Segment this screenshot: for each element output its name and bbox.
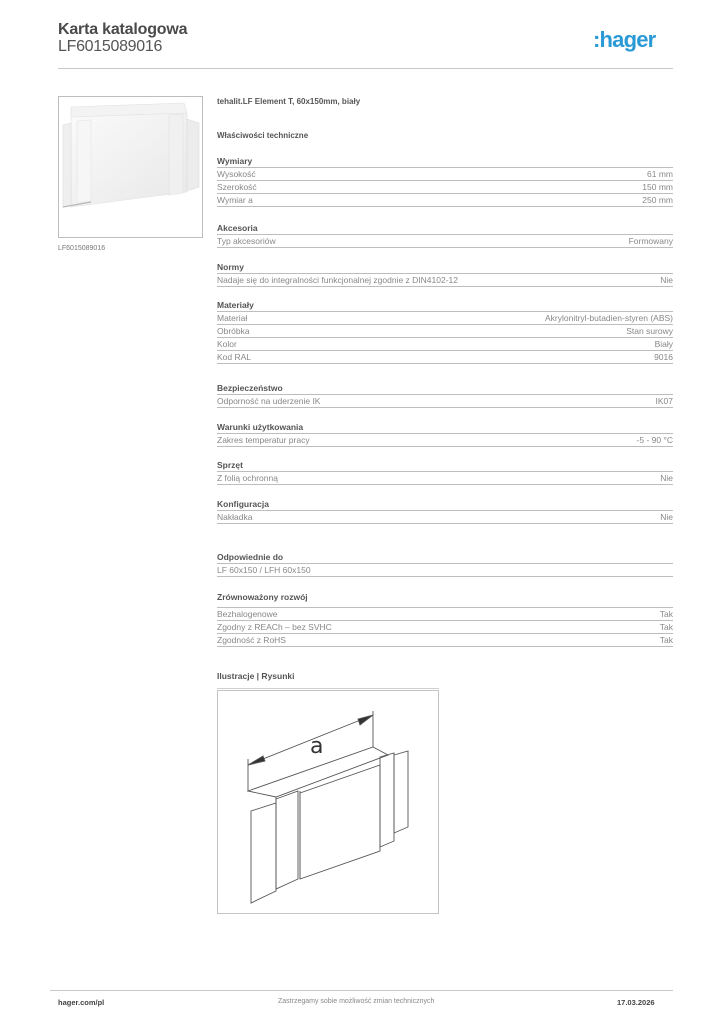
property-value: Tak	[659, 609, 673, 619]
property-label: LF 60x150 / LFH 60x150	[217, 565, 311, 575]
section-title: Normy	[217, 261, 673, 274]
section-title: Warunki użytkowania	[217, 421, 673, 434]
section-title: Wymiary	[217, 155, 673, 168]
dimension-label: a	[310, 734, 324, 759]
property-row	[217, 235, 673, 248]
section-title: Sprzęt	[217, 459, 673, 472]
section-accessories	[217, 222, 673, 248]
property-value: Stan surowy	[626, 326, 673, 336]
hager-logo: :hager	[593, 27, 656, 52]
property-label: Wysokość	[217, 169, 256, 179]
property-row	[217, 274, 673, 287]
property-value: Akrylonitryl-butadien-styren (ABS)	[544, 313, 673, 323]
property-label: Obróbka	[217, 326, 250, 336]
header-divider	[58, 68, 673, 69]
property-value: 61 mm	[647, 169, 673, 179]
property-row	[217, 511, 673, 524]
section-title: Materiały	[217, 299, 673, 312]
technical-properties-heading: Właściwości techniczne	[217, 131, 309, 140]
property-label: Odporność na uderzenie IK	[217, 396, 321, 406]
property-row	[217, 621, 673, 634]
document-date: 17.03.2026	[617, 998, 655, 1007]
section-usage-conditions	[217, 421, 673, 447]
property-value: Formowany	[628, 236, 673, 246]
section-title: Odpowiednie do	[217, 551, 673, 564]
product-name: tehalit.LF Element T, 60x150mm, biały	[217, 97, 361, 106]
property-row	[217, 181, 673, 194]
section-title: Zrównoważony rozwój	[217, 591, 673, 608]
property-row	[217, 434, 673, 447]
property-label: Kod RAL	[217, 352, 252, 362]
section-standards	[217, 261, 673, 287]
property-label: Kolor	[217, 339, 237, 349]
website-link[interactable]: hager.com/pl	[58, 998, 105, 1007]
property-row	[217, 312, 673, 325]
disclaimer: Zastrzegamy sobie możliwość zmian technicznych	[278, 998, 435, 1005]
product-image	[58, 96, 203, 238]
property-row	[217, 472, 673, 485]
property-row	[217, 634, 673, 647]
technical-drawing	[217, 690, 439, 914]
property-value: Tak	[659, 622, 673, 632]
property-row	[217, 608, 673, 621]
document-title: Karta katalogowa	[58, 21, 188, 38]
property-label: Zgodny z REACh – bez SVHC	[217, 622, 332, 632]
property-value: Nie	[660, 275, 673, 285]
product-photo-icon	[59, 97, 202, 237]
property-label: Zakres temperatur pracy	[217, 435, 310, 445]
section-materials	[217, 299, 673, 364]
property-label: Zgodność z RoHS	[217, 635, 286, 645]
property-row	[217, 351, 673, 364]
property-value: Nie	[660, 512, 673, 522]
section-title: Bezpieczeństwo	[217, 382, 673, 395]
property-label: Szerokość	[217, 182, 257, 192]
t-element-drawing-icon	[218, 691, 438, 913]
property-label: Nadaje się do integralności funkcjonalnej zgodnie z DIN4102-12	[217, 275, 458, 285]
property-value: 150 mm	[642, 182, 673, 192]
property-row	[217, 168, 673, 181]
property-value: 9016	[654, 352, 673, 362]
property-row	[217, 338, 673, 351]
section-sustainability	[217, 591, 673, 647]
property-label: Nakładka	[217, 512, 253, 522]
property-value: Tak	[659, 635, 673, 645]
property-value: Biały	[654, 339, 673, 349]
property-row	[217, 564, 673, 577]
property-label: Materiał	[217, 313, 248, 323]
property-row	[217, 325, 673, 338]
section-title: Konfiguracja	[217, 498, 673, 511]
property-label: Wymiar a	[217, 195, 253, 205]
property-value: -5 - 90 °C	[636, 435, 673, 445]
property-row	[217, 395, 673, 408]
property-label: Typ akcesoriów	[217, 236, 276, 246]
section-title: Akcesoria	[217, 222, 673, 235]
section-safety	[217, 382, 673, 408]
section-dimensions	[217, 155, 673, 207]
illustrations-heading: Ilustracje | Rysunki	[217, 671, 295, 681]
product-code: LF6015089016	[58, 38, 163, 55]
property-label: Bezhalogenowe	[217, 609, 278, 619]
illustrations-divider	[217, 688, 439, 689]
footer-divider	[50, 990, 673, 991]
property-label: Z folią ochronną	[217, 473, 278, 483]
section-suitable-for	[217, 551, 673, 577]
property-value: IK07	[655, 396, 673, 406]
image-caption: LF6015089016	[58, 245, 106, 252]
property-row	[217, 194, 673, 207]
property-value: Nie	[660, 473, 673, 483]
section-equipment	[217, 459, 673, 485]
section-configuration	[217, 498, 673, 524]
property-value: 250 mm	[642, 195, 673, 205]
